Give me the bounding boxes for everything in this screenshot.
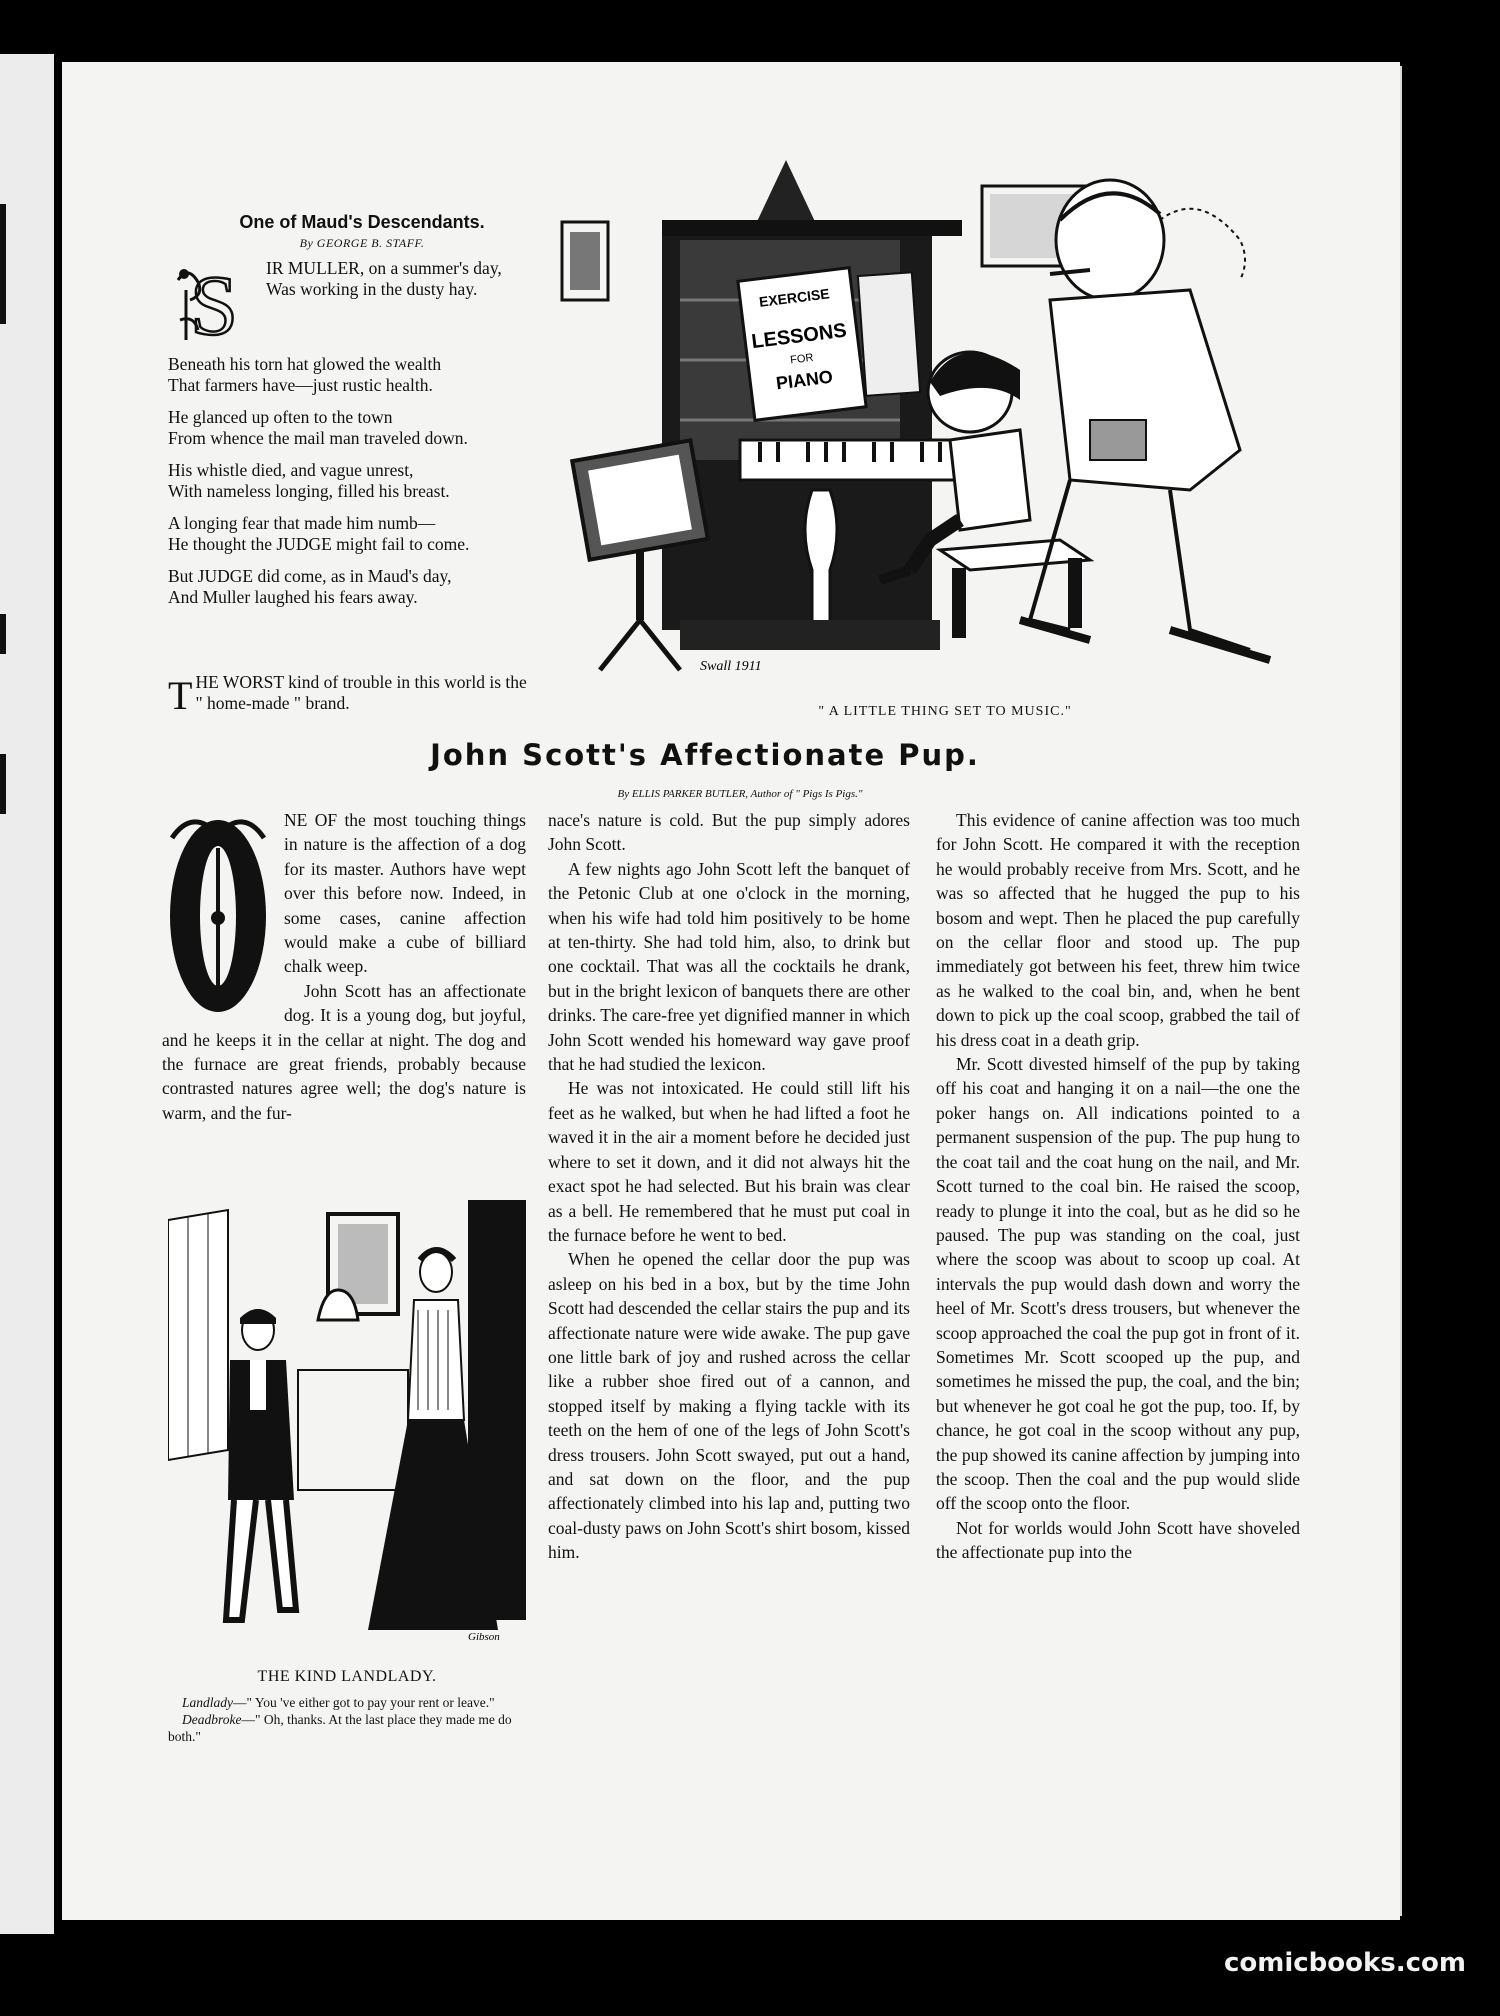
- drop-cap-t: T: [168, 673, 193, 718]
- ornate-drop-cap-o: [162, 808, 280, 1018]
- cartoonist-signature: Swall 1911: [700, 659, 762, 674]
- poem-stanza: He glanced up often to the town From whence the mail man traveled down.: [168, 407, 468, 448]
- poem-byline: By GEORGE B. STAFF.: [299, 236, 425, 250]
- article-column-1: [162, 808, 526, 1125]
- col2-paragraph: He was not intoxicated. He could still lift his feet as he walked, but when he had lifted a foot he waved it in the air a moment before he decided just where to set it down, and it did not always hit the exact spot he had selected. But his brain was clear as a bell. He remembered that he must put coal in the furnace before he went to bed.: [548, 1078, 910, 1245]
- piano-lesson-cartoon: [550, 150, 1330, 692]
- ornate-drop-cap-s: [168, 260, 260, 346]
- book-word-piano: PIANO: [774, 366, 834, 394]
- book-word-exercise: EXERCISE: [758, 285, 831, 310]
- col3-paragraph: Mr. Scott divested himself of the pup by taking off his coat and hanging it on a nail—the one the poker hangs on. All indications pointed to a permanent suspension of the pup. The pup hung to the coat tail and the coat hung on the nail, and Mr. Scott turned to the coal bin. He raised the scoop, ready to plunge it into the coal, but as he did so he paused. The pup was standing on the coal, just where the scoop was about to scoop up coal. At intervals the pup would dash down and worry the heel of Mr. Scott's dress trousers, but whenever the scoop approached the coal the pup got in front of it. Sometimes Mr. Scott scooped up the pup, and sometimes he missed the pup, the coal, and the bin; but whenever he got coal he got the pup, too. If, by chance, he got coal in the scoop without any pup, the pup showed its canine affection by jumping into the scoop. Then the coal and the pup would slide off the scoop onto the floor.: [936, 1054, 1300, 1514]
- poem-stanza: Beneath his torn hat glowed the wealth That farmers have—just rustic health.: [168, 354, 442, 395]
- article-column-3: [936, 808, 1300, 1565]
- book-word-for: FOR: [789, 351, 815, 367]
- quip-text: HE WORST kind of trouble in this world is the " home-made " brand.: [195, 672, 527, 713]
- folding-screen: [168, 1210, 228, 1460]
- col3-paragraph: This evidence of canine affection was too much for John Scott. He compared it with the reception he would probably receive from Mrs. Scott, and he was so affected that he hugged the pup to his bosom and wept. Then he placed the pup carefully on the cellar floor and stood up. The pup immediately got between his feet, threw him twice as he walked to the coal bin, and, when he bent down to pick up the coal scoop, grabbed the tail of his dress coat in a death grip.: [936, 810, 1300, 1050]
- facing-page-edge: [0, 54, 54, 1934]
- site-watermark: comicbooks.com: [1223, 1948, 1466, 1978]
- article-byline: By ELLIS PARKER BUTLER, Author of " Pigs Is Pigs.": [617, 788, 863, 800]
- cartoon2-title: THE KIND LANDLADY.: [257, 1668, 437, 1685]
- gibson-signature: Gibson: [468, 1631, 500, 1643]
- col2-paragraph: A few nights ago John Scott left the banquet of the Petonic Club at one o'clock in the morning, when his wife had told him positively to be home at ten-thirty. She had told him, also, to drink but one cocktail. That was all the cocktails he drank, but in the bright lexicon of banquets there are other drinks. The care-free yet dignified manner in which John Scott wended his homeward way gave proof that he had studied the lexicon.: [548, 858, 910, 1075]
- landlady-line: Landlady—" You 've either got to pay your rent or leave.": [182, 1695, 495, 1710]
- col1-paragraph: John Scott has an affectionate dog. It is a young dog, but joyful, and he keeps it in the cellar at night. The dog and the furnace are great friends, probably because contrasted natures agree well; the dog's nature is warm, and the fur-: [162, 980, 526, 1123]
- landlady-cartoon: [168, 1200, 526, 1660]
- article-column-2: [548, 808, 910, 1565]
- poem-stanza: His whistle died, and vague unrest, With nameless longing, filled his breast.: [168, 460, 450, 501]
- home-made-trouble-quip: [168, 672, 528, 718]
- cartoon1-caption: " A LITTLE THING SET TO MUSIC.": [818, 704, 1072, 719]
- col3-paragraph: Not for worlds would John Scott have shoveled the affectionate pup into the: [936, 1517, 1300, 1563]
- poem-body: [168, 258, 528, 619]
- poem-title: One of Maud's Descendants.: [239, 212, 485, 232]
- cartoon2-dialogue: [168, 1694, 526, 1745]
- col1-paragraph: NE OF the most touching things in nature is the affection of a dog for its master. Authors have wept over this before now. Indeed, in some cases, canine affection would make a cube of billiard chalk weep.: [284, 810, 526, 977]
- deadbroke-line: Deadbroke—" Oh, thanks. At the last place they made me do both.": [168, 1712, 512, 1744]
- wall-picture-left-art: [570, 232, 600, 290]
- poem-stanza: But JUDGE did come, as in Maud's day, And Muller laughed his fears away.: [168, 566, 452, 607]
- book-word-lessons: LESSONS: [750, 319, 848, 354]
- col2-paragraph: When he opened the cellar door the pup was asleep on his bed in a box, but by the time John Scott had descended the cellar stairs the pup and its affectionate nature were wide awake. The pup gave one little bark of joy and rushed across the cellar like a rubber shoe fired out of a cannon, and stopped itself by making a flying tackle with its teeth on the hem of one of the legs of John Scott's dress trousers. John Scott swayed, put out a hand, and sat down on the floor, and the pup affectionately climbed into his lap and, putting two coal-dusty paws on John Scott's shirt bosom, kissed him.: [548, 1249, 910, 1563]
- col2-paragraph: nace's nature is cold. But the pup simply adores John Scott.: [548, 810, 910, 855]
- poem-stanza: A longing fear that made him numb— He thought the JUDGE might fail to come.: [168, 513, 470, 554]
- article-title: John Scott's Affectionate Pup.: [430, 738, 980, 772]
- svg-text:S: S: [190, 260, 238, 346]
- svg-text:O: O: [162, 808, 163, 809]
- poem-stanza: S IR MULLER, on a summer's day, Was working in the dusty hay.: [168, 258, 528, 342]
